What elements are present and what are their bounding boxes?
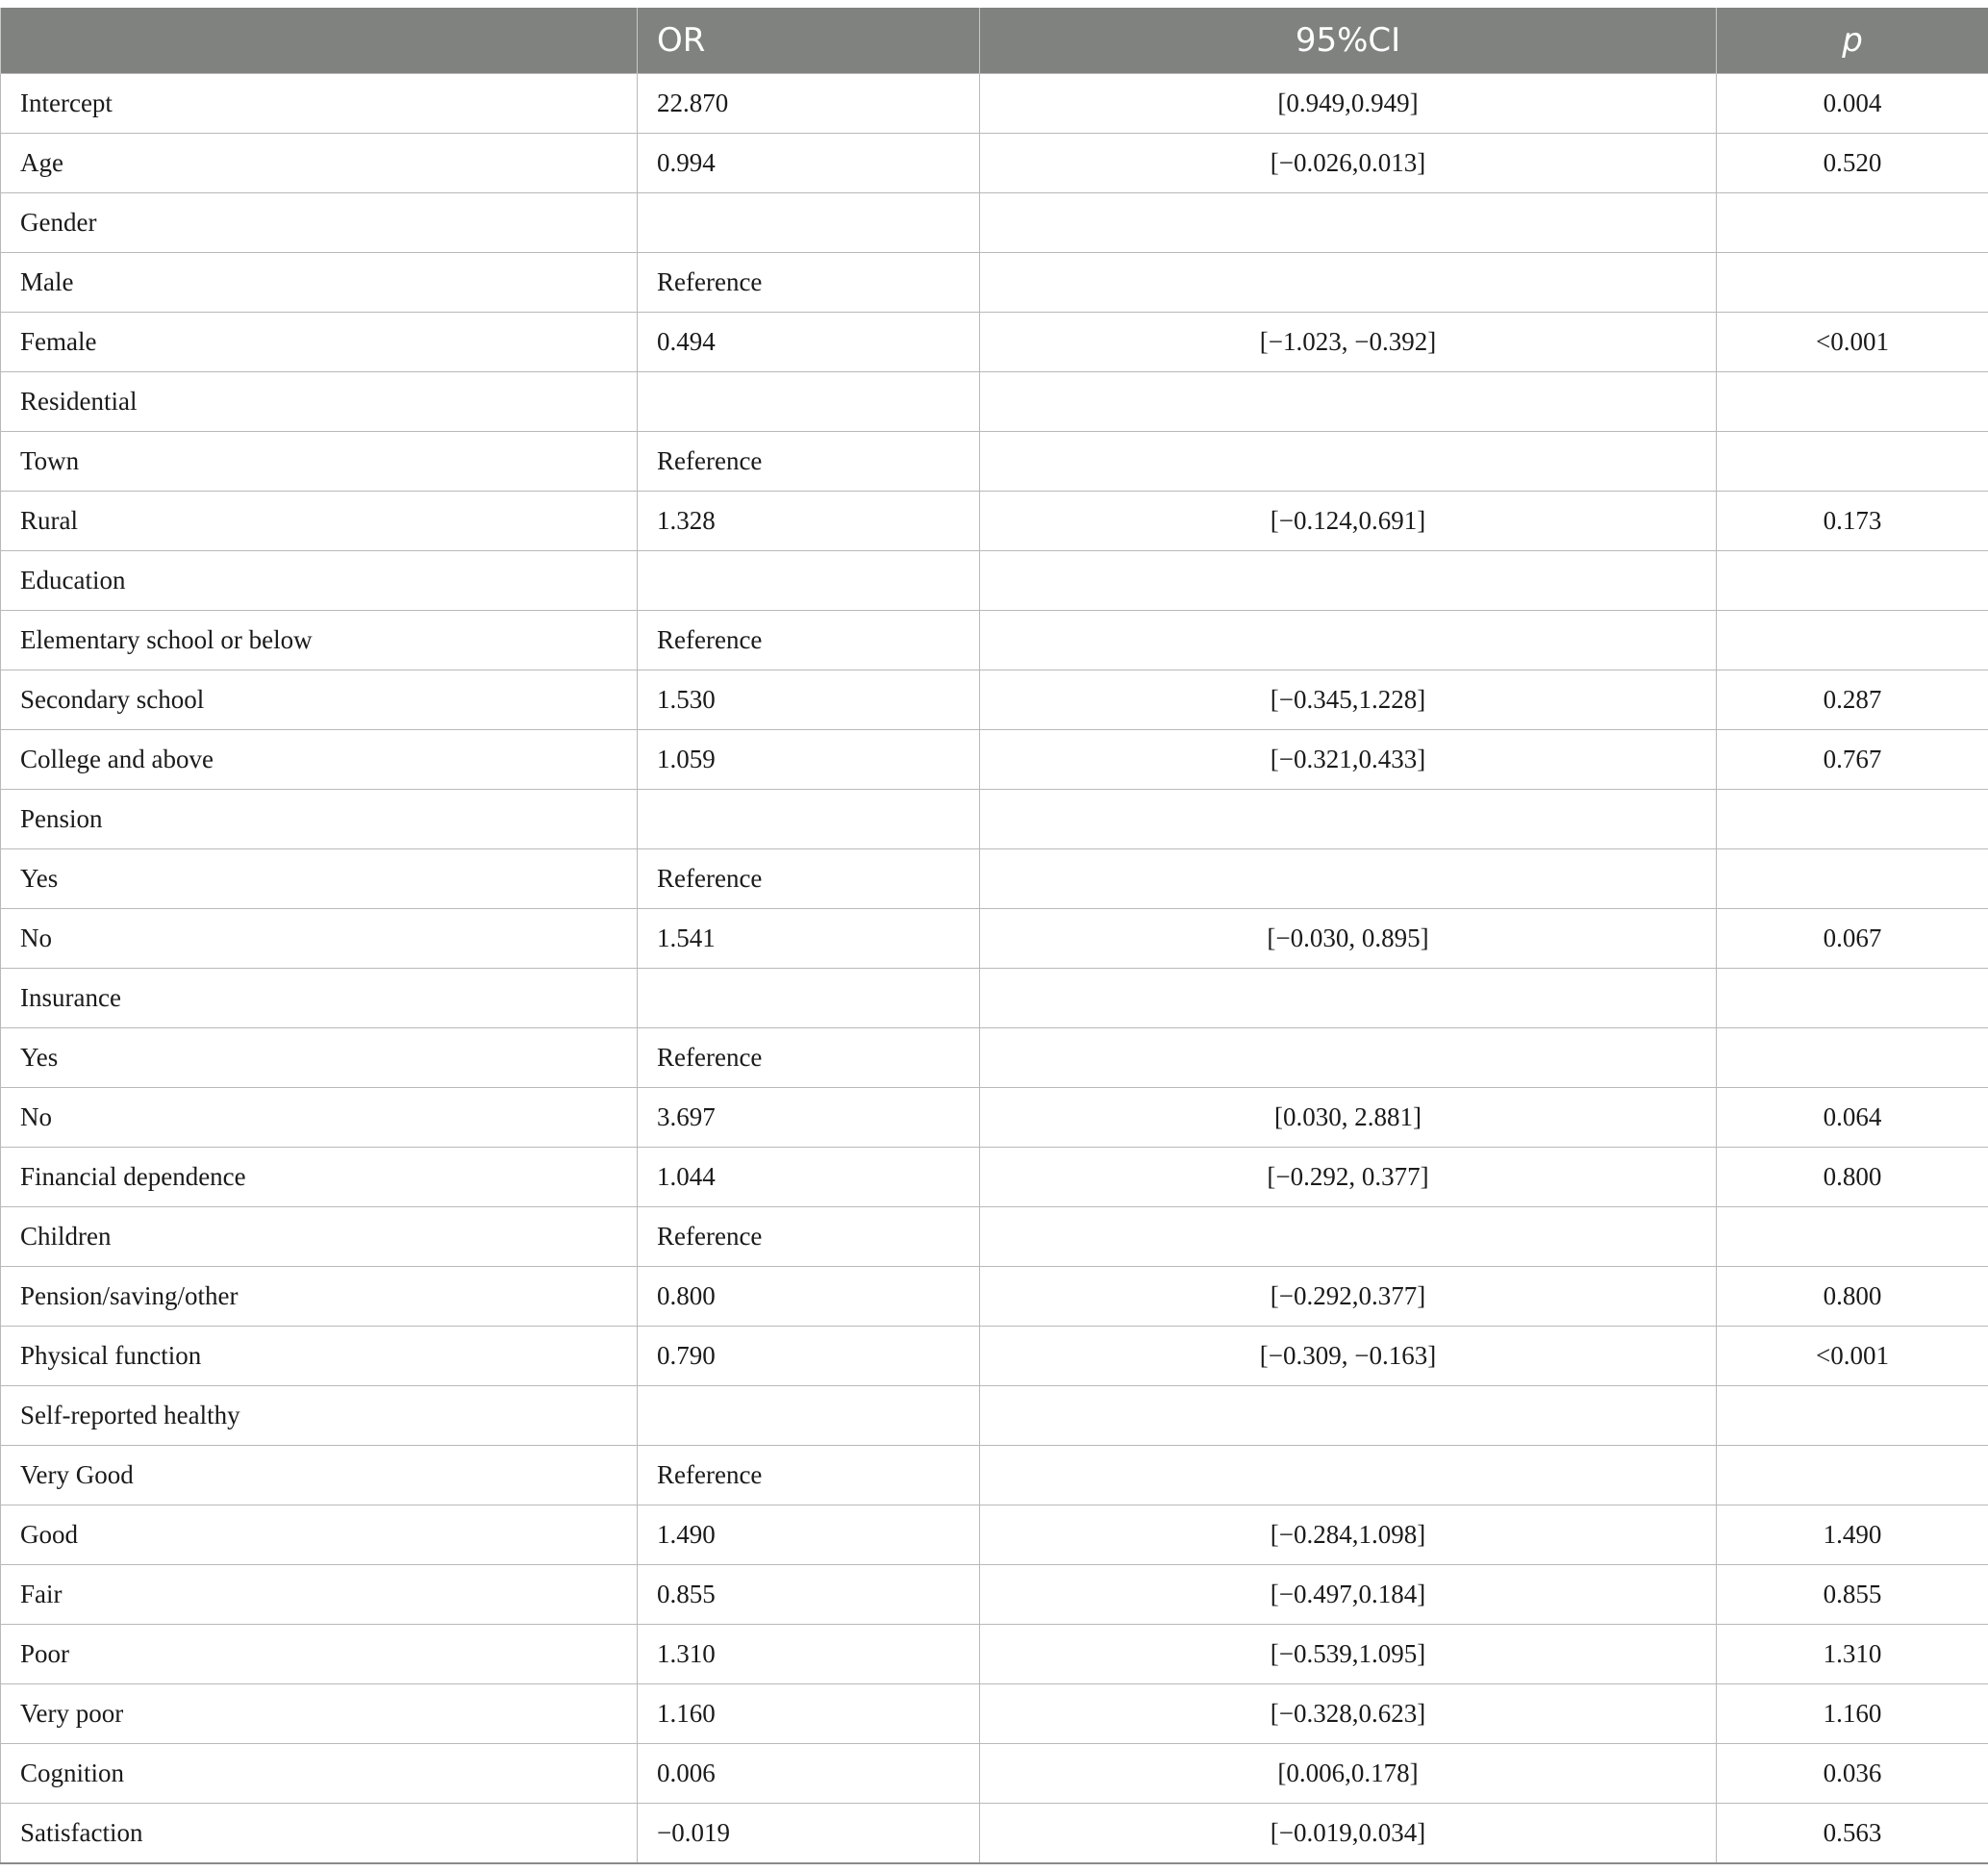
row-label: Very Good xyxy=(1,1446,638,1505)
table-row xyxy=(1,1684,1988,1744)
ci-value xyxy=(980,253,1717,313)
or-value: 3.697 xyxy=(638,1088,980,1148)
or-value: Reference xyxy=(638,1207,980,1267)
row-label: Good xyxy=(1,1505,638,1565)
table-row xyxy=(1,492,1988,551)
ci-value: [−0.345,1.228] xyxy=(980,670,1717,730)
row-label: Female xyxy=(1,313,638,372)
or-value: 0.855 xyxy=(638,1565,980,1625)
row-label: Intercept xyxy=(1,74,638,134)
table-row xyxy=(1,1565,1988,1625)
ci-value: [−0.124,0.691] xyxy=(980,492,1717,551)
or-value: 1.530 xyxy=(638,670,980,730)
p-value xyxy=(1717,253,1988,313)
or-value: Reference xyxy=(638,253,980,313)
table-row xyxy=(1,1207,1988,1267)
table-row xyxy=(1,372,1988,432)
ci-value: [−0.539,1.095] xyxy=(980,1625,1717,1684)
table-row xyxy=(1,551,1988,611)
p-value: 0.173 xyxy=(1717,492,1988,551)
table-row xyxy=(1,1625,1988,1684)
ci-value: [0.030, 2.881] xyxy=(980,1088,1717,1148)
table-row xyxy=(1,1446,1988,1505)
ci-value: [0.006,0.178] xyxy=(980,1744,1717,1804)
header-p-value: p xyxy=(1717,8,1988,74)
row-label: Self-reported healthy xyxy=(1,1386,638,1446)
or-value: Reference xyxy=(638,611,980,670)
ci-value: [−1.023, −0.392] xyxy=(980,313,1717,372)
ci-value: [−0.497,0.184] xyxy=(980,1565,1717,1625)
row-label: Very poor xyxy=(1,1684,638,1744)
table-row xyxy=(1,1804,1988,1864)
p-value: 0.800 xyxy=(1717,1148,1988,1207)
row-label: Poor xyxy=(1,1625,638,1684)
row-label: Financial dependence xyxy=(1,1148,638,1207)
table-row xyxy=(1,670,1988,730)
p-value xyxy=(1717,432,1988,492)
table-row xyxy=(1,1744,1988,1804)
table-row xyxy=(1,1148,1988,1207)
row-label: Cognition xyxy=(1,1744,638,1804)
ci-value xyxy=(980,1028,1717,1088)
row-label: Rural xyxy=(1,492,638,551)
ci-value: [0.949,0.949] xyxy=(980,74,1717,134)
p-value: 0.004 xyxy=(1717,74,1988,134)
table-row xyxy=(1,1505,1988,1565)
ci-value: [−0.019,0.034] xyxy=(980,1804,1717,1864)
ci-value xyxy=(980,849,1717,909)
row-label: No xyxy=(1,1088,638,1148)
or-value: 1.328 xyxy=(638,492,980,551)
row-label: Fair xyxy=(1,1565,638,1625)
ci-value: [−0.292, 0.377] xyxy=(980,1148,1717,1207)
table-row xyxy=(1,134,1988,193)
header-95ci: 95%CI xyxy=(980,8,1717,74)
table-row xyxy=(1,253,1988,313)
p-value xyxy=(1717,372,1988,432)
or-value xyxy=(638,1386,980,1446)
row-label: Satisfaction xyxy=(1,1804,638,1864)
table-row xyxy=(1,1386,1988,1446)
p-value: 0.067 xyxy=(1717,909,1988,969)
or-value: Reference xyxy=(638,1446,980,1505)
or-value: 0.494 xyxy=(638,313,980,372)
row-label: Pension xyxy=(1,790,638,849)
ci-value xyxy=(980,1207,1717,1267)
p-value: 1.310 xyxy=(1717,1625,1988,1684)
row-label: Town xyxy=(1,432,638,492)
p-value: <0.001 xyxy=(1717,313,1988,372)
table-row xyxy=(1,313,1988,372)
table-row xyxy=(1,1088,1988,1148)
table-row xyxy=(1,1028,1988,1088)
p-value xyxy=(1717,1446,1988,1505)
ci-value: [−0.328,0.623] xyxy=(980,1684,1717,1744)
table-body xyxy=(1,74,1988,1864)
row-label: Pension/saving/other xyxy=(1,1267,638,1327)
or-value xyxy=(638,551,980,611)
or-value: 1.541 xyxy=(638,909,980,969)
p-value xyxy=(1717,1207,1988,1267)
row-label: Residential xyxy=(1,372,638,432)
header-or: OR xyxy=(638,8,980,74)
p-value xyxy=(1717,849,1988,909)
ci-value xyxy=(980,969,1717,1028)
ci-value xyxy=(980,611,1717,670)
row-label: Education xyxy=(1,551,638,611)
p-value xyxy=(1717,1028,1988,1088)
p-value: 0.064 xyxy=(1717,1088,1988,1148)
or-value: 22.870 xyxy=(638,74,980,134)
p-value xyxy=(1717,790,1988,849)
p-value xyxy=(1717,551,1988,611)
ci-value xyxy=(980,193,1717,253)
p-value xyxy=(1717,611,1988,670)
or-value: 0.790 xyxy=(638,1327,980,1386)
or-value xyxy=(638,372,980,432)
row-label: College and above xyxy=(1,730,638,790)
p-value: 0.800 xyxy=(1717,1267,1988,1327)
p-value: 0.855 xyxy=(1717,1565,1988,1625)
p-value: <0.001 xyxy=(1717,1327,1988,1386)
or-value: 1.059 xyxy=(638,730,980,790)
table-row xyxy=(1,849,1988,909)
ci-value xyxy=(980,432,1717,492)
row-label: Yes xyxy=(1,1028,638,1088)
row-label: Male xyxy=(1,253,638,313)
p-value: 0.563 xyxy=(1717,1804,1988,1864)
or-value: 0.994 xyxy=(638,134,980,193)
header-row xyxy=(1,8,1988,74)
p-value xyxy=(1717,969,1988,1028)
table-row xyxy=(1,790,1988,849)
or-value: Reference xyxy=(638,849,980,909)
or-value: 1.160 xyxy=(638,1684,980,1744)
or-value xyxy=(638,193,980,253)
ci-value: [−0.030, 0.895] xyxy=(980,909,1717,969)
table-row xyxy=(1,909,1988,969)
row-label: No xyxy=(1,909,638,969)
row-label: Age xyxy=(1,134,638,193)
table-row xyxy=(1,1267,1988,1327)
or-value xyxy=(638,969,980,1028)
or-value: 1.490 xyxy=(638,1505,980,1565)
table-row xyxy=(1,611,1988,670)
table-row xyxy=(1,1327,1988,1386)
ci-value xyxy=(980,1386,1717,1446)
or-value: −0.019 xyxy=(638,1804,980,1864)
p-value: 0.520 xyxy=(1717,134,1988,193)
table-row xyxy=(1,730,1988,790)
ci-value xyxy=(980,551,1717,611)
ci-value xyxy=(980,1446,1717,1505)
table-row xyxy=(1,193,1988,253)
row-label: Secondary school xyxy=(1,670,638,730)
row-label: Gender xyxy=(1,193,638,253)
regression-table-container xyxy=(0,8,1988,1864)
ci-value xyxy=(980,790,1717,849)
ci-value: [−0.026,0.013] xyxy=(980,134,1717,193)
or-value: Reference xyxy=(638,432,980,492)
ci-value: [−0.292,0.377] xyxy=(980,1267,1717,1327)
or-value xyxy=(638,790,980,849)
ci-value: [−0.284,1.098] xyxy=(980,1505,1717,1565)
or-value: 0.800 xyxy=(638,1267,980,1327)
row-label: Elementary school or below xyxy=(1,611,638,670)
row-label: Yes xyxy=(1,849,638,909)
p-value xyxy=(1717,193,1988,253)
p-value: 0.036 xyxy=(1717,1744,1988,1804)
row-label: Children xyxy=(1,1207,638,1267)
or-value: 1.044 xyxy=(638,1148,980,1207)
header-variable xyxy=(1,8,638,74)
p-value: 0.287 xyxy=(1717,670,1988,730)
table-row xyxy=(1,969,1988,1028)
or-value: 1.310 xyxy=(638,1625,980,1684)
table-row xyxy=(1,432,1988,492)
p-value xyxy=(1717,1386,1988,1446)
table-row xyxy=(1,74,1988,134)
regression-table xyxy=(0,8,1988,1864)
row-label: Insurance xyxy=(1,969,638,1028)
or-value: Reference xyxy=(638,1028,980,1088)
ci-value: [−0.321,0.433] xyxy=(980,730,1717,790)
or-value: 0.006 xyxy=(638,1744,980,1804)
p-value: 1.490 xyxy=(1717,1505,1988,1565)
ci-value: [−0.309, −0.163] xyxy=(980,1327,1717,1386)
table-header xyxy=(1,8,1988,74)
ci-value xyxy=(980,372,1717,432)
p-value: 1.160 xyxy=(1717,1684,1988,1744)
p-value: 0.767 xyxy=(1717,730,1988,790)
row-label: Physical function xyxy=(1,1327,638,1386)
